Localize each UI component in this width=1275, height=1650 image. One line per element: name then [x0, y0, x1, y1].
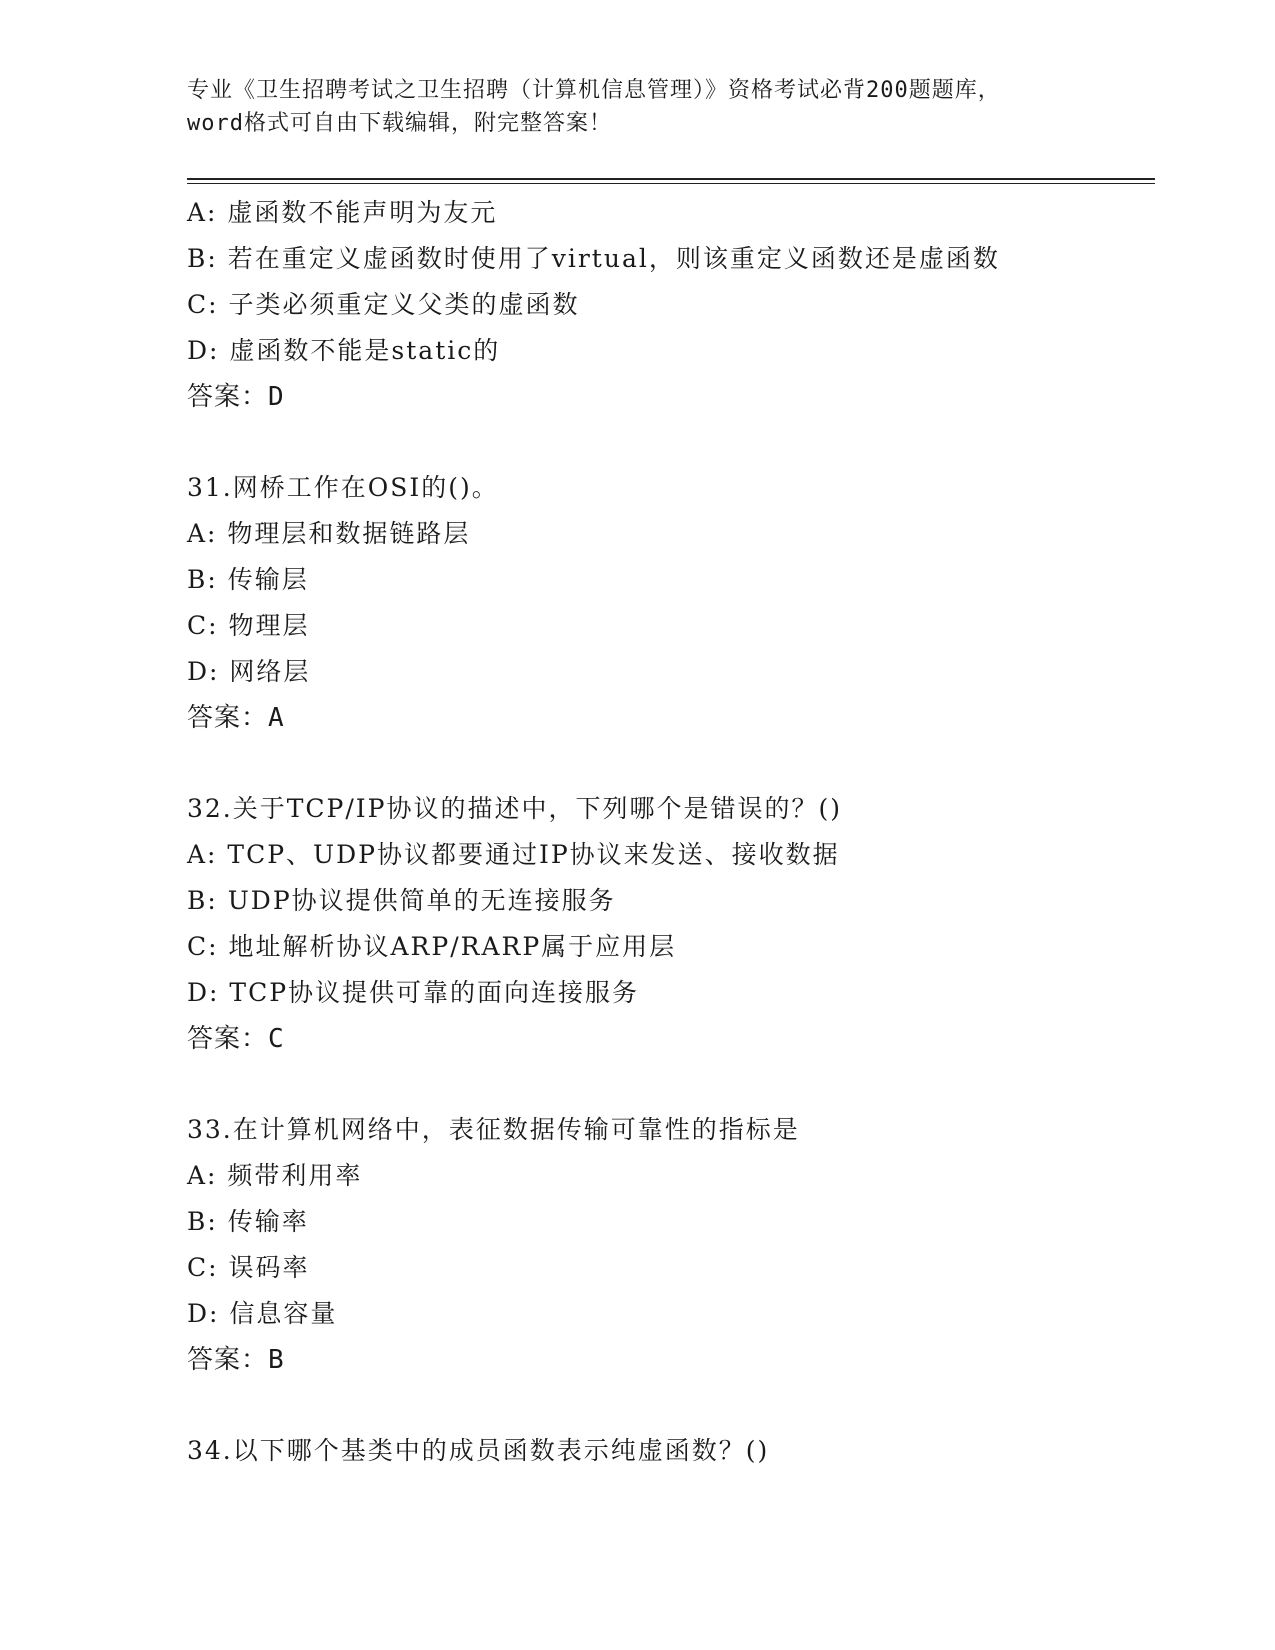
option-b: B: UDP协议提供简单的无连接服务	[187, 886, 616, 915]
question-list	[187, 190, 1147, 1474]
option-d: D: TCP协议提供可靠的面向连接服务	[187, 978, 640, 1007]
option-a: A: 虚函数不能声明为友元	[187, 198, 498, 227]
header-divider-thin	[187, 183, 1155, 184]
question-block	[187, 190, 1147, 420]
question-text: 33.在计算机网络中，表征数据传输可靠性的指标是	[187, 1115, 800, 1144]
option-b: B: 传输率	[187, 1207, 309, 1236]
option-c: C: 物理层	[187, 611, 310, 640]
option-d: D: 网络层	[187, 657, 311, 686]
option-c: C: 误码率	[187, 1253, 310, 1282]
question-block	[187, 786, 1147, 1062]
option-c: C: 地址解析协议ARP/RARP属于应用层	[187, 932, 677, 961]
question-block	[187, 1107, 1147, 1383]
document-header	[187, 74, 1087, 140]
option-a: A: 频带利用率	[187, 1161, 363, 1190]
option-b: B: 传输层	[187, 565, 309, 594]
answer-line: 答案：A	[187, 703, 285, 733]
option-a: A: 物理层和数据链路层	[187, 519, 471, 548]
header-line-2: word格式可自由下载编辑，附完整答案！	[187, 111, 612, 136]
question-block	[187, 1428, 1147, 1474]
question-text: 31.网桥工作在OSI的()。	[187, 473, 499, 502]
header-line-1: 专业《卫生招聘考试之卫生招聘（计算机信息管理）》资格考试必背200题题库，	[187, 78, 1001, 103]
answer-line: 答案：D	[187, 382, 285, 412]
question-block	[187, 465, 1147, 741]
option-a: A: TCP、UDP协议都要通过IP协议来发送、接收数据	[187, 840, 840, 869]
answer-line: 答案：C	[187, 1024, 285, 1054]
header-divider-thick	[187, 178, 1155, 180]
answer-line: 答案：B	[187, 1345, 285, 1375]
option-d: D: 信息容量	[187, 1299, 338, 1328]
option-d: D: 虚函数不能是static的	[187, 336, 501, 365]
question-text: 34.以下哪个基类中的成员函数表示纯虚函数？()	[187, 1436, 770, 1465]
option-c: C: 子类必须重定义父类的虚函数	[187, 290, 580, 319]
option-b: B: 若在重定义虚函数时使用了virtual，则该重定义函数还是虚函数	[187, 244, 1000, 273]
question-text: 32.关于TCP/IP协议的描述中，下列哪个是错误的？()	[187, 794, 843, 823]
